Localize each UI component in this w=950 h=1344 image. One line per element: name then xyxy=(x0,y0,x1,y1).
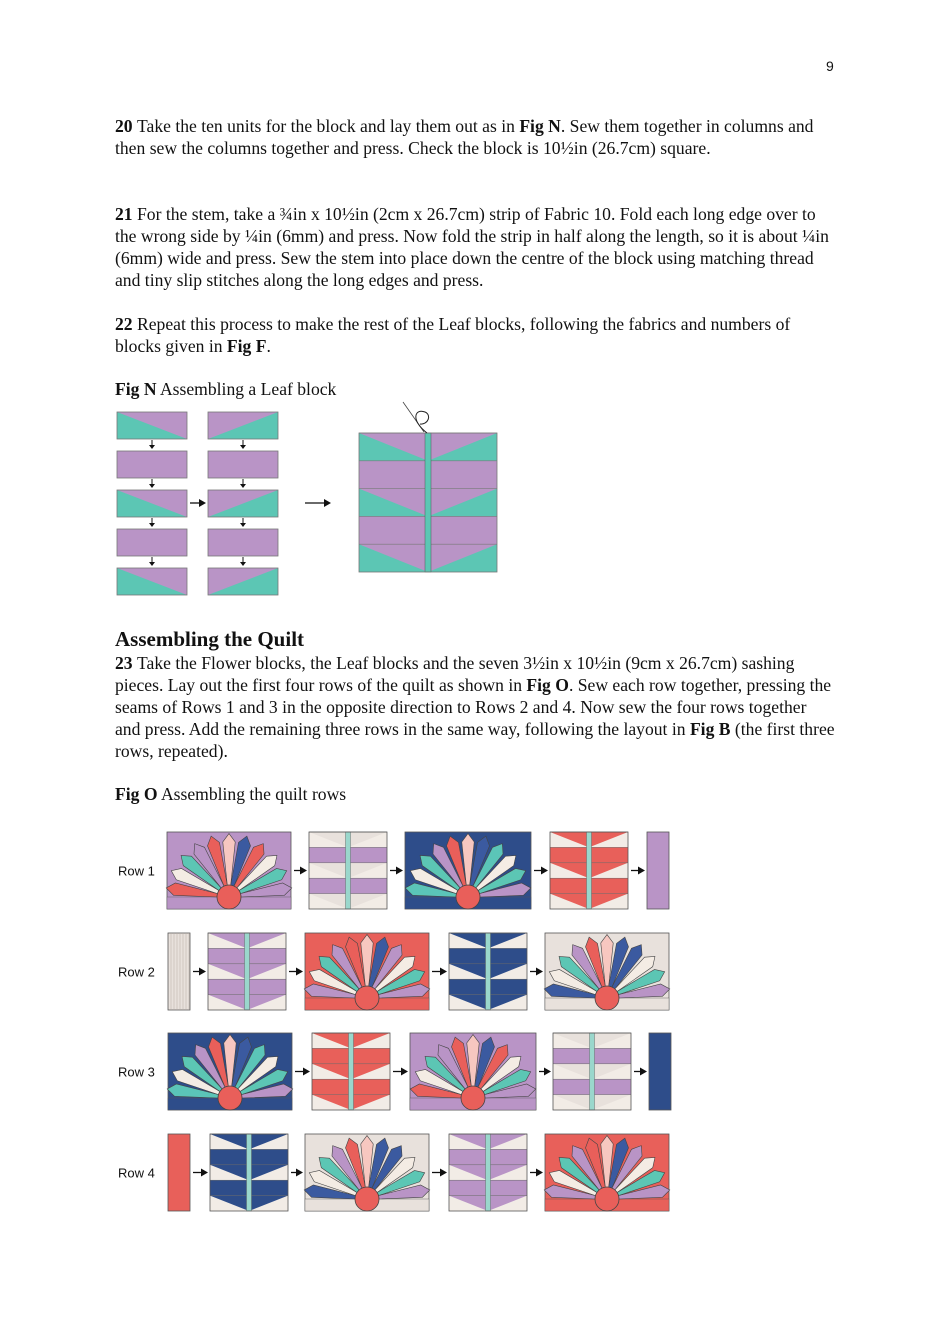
row-label: Row 2 xyxy=(118,964,155,980)
page-number: 9 xyxy=(826,58,834,74)
arrow-head xyxy=(296,968,303,976)
sashing-strip xyxy=(168,1134,190,1211)
step-number: 21 xyxy=(115,204,137,224)
stem xyxy=(587,832,592,909)
arrow-head xyxy=(541,867,548,875)
stem xyxy=(245,933,250,1010)
step-22: 22 Repeat this process to make the rest of the Leaf blocks, following the fabrics and numbers of blocks given in Fig F. xyxy=(115,314,791,356)
arrow-head xyxy=(640,1068,647,1076)
stem xyxy=(590,1033,595,1110)
arrow-head xyxy=(199,968,206,976)
arrow-head xyxy=(303,1068,310,1076)
sashing-strip xyxy=(168,933,190,1010)
stem xyxy=(247,1134,252,1211)
arrow-head xyxy=(440,1169,447,1177)
row-label: Row 1 xyxy=(118,863,155,879)
sashing-strip xyxy=(649,1033,671,1110)
arrow-head xyxy=(296,1169,303,1177)
step-20: 20 Take the ten units for the block and lay them out as in Fig N. Sew them together in columns and then sew the columns together and press. Check the block is 10½in (26.7cm) square. xyxy=(115,116,814,158)
step-number: 23 xyxy=(115,653,137,673)
arrow-head xyxy=(300,867,307,875)
sashing-strip xyxy=(647,832,669,909)
flower-centre xyxy=(355,1187,379,1211)
arrow-head xyxy=(201,1169,208,1177)
arrow-head xyxy=(536,1169,543,1177)
flower-centre xyxy=(456,885,480,909)
arrow-head xyxy=(544,1068,551,1076)
row-label: Row 4 xyxy=(118,1165,155,1181)
arrow-head xyxy=(536,968,543,976)
step-21: 21 For the stem, take a ¾in x 10½in (2cm x 26.7cm) strip of Fabric 10. Fold each long edge over to the wrong side by ¼in (6mm) and press. Now fold the strip in half along the length, so it is about ¼in (6mm) wide and press. Sew the stem into place down the centre of the block using matching thread and tiny slip stitches along the long edges and press. xyxy=(115,204,829,290)
fig-n-caption: Fig N Assembling a Leaf block xyxy=(115,379,337,399)
arrow-head xyxy=(401,1068,408,1076)
flower-centre xyxy=(595,1187,619,1211)
flower-centre xyxy=(355,986,379,1010)
stem xyxy=(486,933,491,1010)
stem xyxy=(346,832,351,909)
flower-centre xyxy=(595,986,619,1010)
fig-o-group xyxy=(118,832,671,1211)
step-23: 23 Take the Flower blocks, the Leaf blocks and the seven 3½in x 10½in (9cm x 26.7cm) sashing pieces. Lay out the first four rows of the quilt as shown in Fig O. Sew each row together, pressing the seams of Rows 1 and 3 in the opposite direction to Rows 2 and 4. Now sew the four rows together and press. Add the remaining three rows in the same way, following the layout in Fig B (the first three rows, repeated). xyxy=(115,653,835,761)
section-heading: Assembling the Quilt xyxy=(115,627,305,651)
fig-o-caption: Fig O Assembling the quilt rows xyxy=(115,784,347,804)
arrow-head xyxy=(440,968,447,976)
arrow-head xyxy=(638,867,645,875)
arrow-head xyxy=(396,867,403,875)
flower-centre xyxy=(461,1086,485,1110)
stem xyxy=(349,1033,354,1110)
row-label: Row 3 xyxy=(118,1064,155,1080)
step-number: 22 xyxy=(115,314,137,334)
flower-centre xyxy=(217,885,241,909)
stem xyxy=(486,1134,491,1211)
flower-centre xyxy=(218,1086,242,1110)
step-number: 20 xyxy=(115,116,137,136)
